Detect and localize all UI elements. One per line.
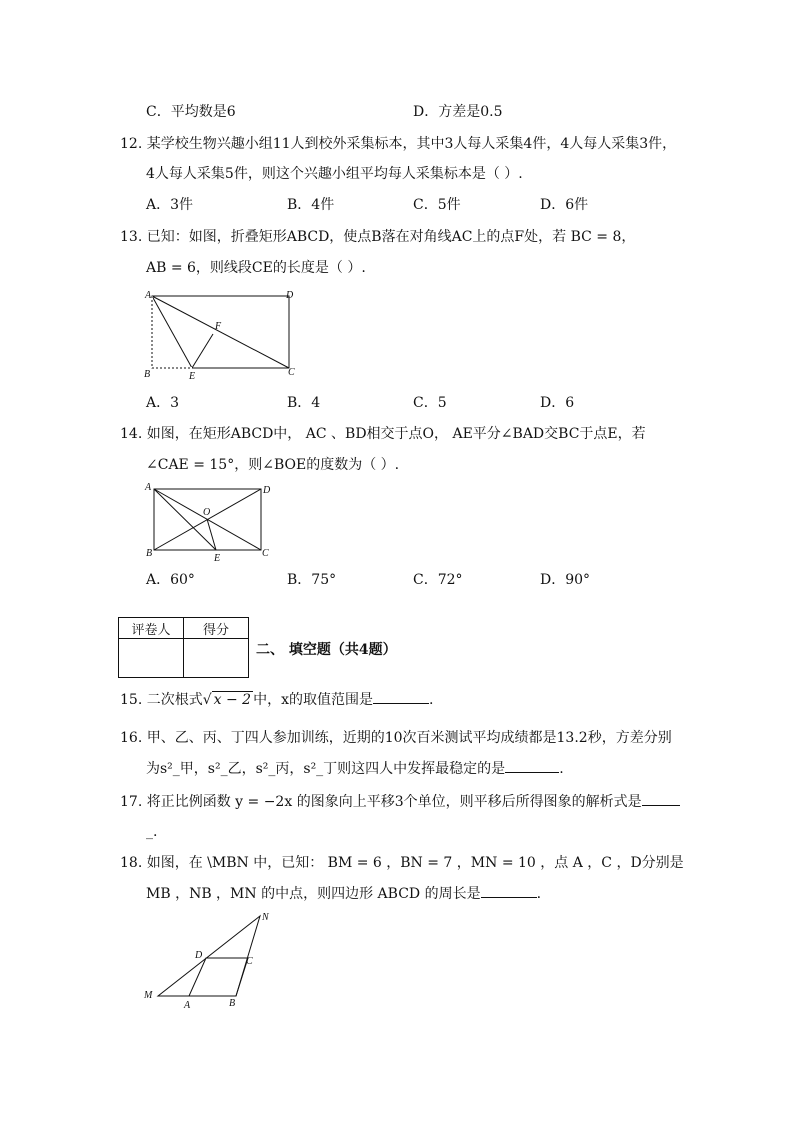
q13-label-b: B	[144, 369, 151, 380]
q12-option-a: A．3件	[146, 197, 194, 213]
q15-end: .	[428, 692, 434, 708]
q13-option-d: D．6	[540, 395, 575, 411]
section2-title: 二、 填空题（共4题）	[256, 642, 397, 658]
q17-line1-text: 17. 将正比例函数 y = −2x 的图象向上平移3个单位，则平移后所得图象的解析式是	[120, 794, 642, 810]
q14-label-c: C	[262, 548, 269, 559]
q18-label-c: C	[246, 956, 253, 967]
q18-line2-text: MB ，NB ，MN 的中点，则四边形 ABCD 的周长是	[146, 886, 481, 902]
q18-figure	[140, 908, 280, 1013]
score-table-grader-header: 评卷人	[119, 618, 184, 639]
q18-label-n: N	[262, 912, 269, 923]
q13-figure	[140, 285, 310, 385]
q13-label-d: D	[286, 290, 294, 301]
q11-option-d: D．方差是0.5	[413, 104, 503, 120]
q18-stem-line1: 18. 如图，在 \MBN 中，已知： BM = 6 ，BN = 7 ，MN = 10 ，点 A ，C ，D分别是	[120, 855, 684, 871]
q12-option-b: B．4件	[287, 197, 335, 213]
q18-answer-blank[interactable]	[481, 897, 537, 898]
q15-answer-blank[interactable]	[373, 703, 429, 704]
q16-end: .	[559, 761, 564, 777]
q13-stem-line1: 13. 已知：如图，折叠矩形ABCD，使点B落在对角线AC上的点F处，若 BC = 8，	[120, 229, 636, 245]
q14-label-e: E	[214, 553, 221, 564]
q12-option-c: C．5件	[413, 197, 461, 213]
q13-label-a: A	[145, 290, 152, 301]
q18-quad-abcd	[189, 958, 248, 996]
q18-stem-line2	[146, 884, 541, 904]
score-table	[118, 617, 249, 678]
q14-label-o: O	[203, 507, 211, 518]
q14-option-c: C．72°	[413, 572, 463, 588]
q17-stem-line2: _.	[146, 824, 158, 840]
q15-radical-sign: √	[202, 692, 212, 708]
q15-prefix: 15. 二次根式	[120, 692, 203, 708]
q13-label-e: E	[189, 371, 196, 382]
q14-option-b: B．75°	[287, 572, 337, 588]
q14-option-a: A．60°	[146, 572, 195, 588]
q14-figure	[140, 480, 280, 565]
q18-label-b: B	[229, 998, 236, 1009]
q13-label-f: F	[215, 321, 222, 332]
q13-option-b: B．4	[287, 395, 321, 411]
q15-radicand: x − 2	[213, 692, 252, 708]
score-table-score-header: 得分	[184, 618, 249, 639]
q13-option-c: C．5	[413, 395, 447, 411]
q16-line2-text: 为s²_甲，s²_乙，s²_丙，s²_丁则这四人中发挥最稳定的是	[146, 761, 506, 777]
q18-triangle-mbn	[158, 916, 260, 996]
score-table-score-cell[interactable]	[184, 639, 249, 678]
q17-answer-blank[interactable]	[642, 805, 680, 806]
q13-label-c: C	[288, 367, 295, 378]
q12-stem-line1: 12. 某学校生物兴趣小组11人到校外采集标本，其中3人每人采集4件，4人每人采集3件，	[120, 136, 677, 152]
q14-stem-line2: ∠CAE = 15°，则∠BOE的度数为（ ）.	[146, 457, 400, 473]
q13-segment-ef	[192, 334, 213, 368]
q13-stem-line2: AB = 6，则线段CE的长度是（ ）.	[146, 260, 366, 276]
q14-label-b: B	[146, 548, 153, 559]
q14-label-a: A	[145, 482, 152, 493]
q18-label-m: M	[144, 990, 153, 1001]
q12-option-d: D．6件	[540, 197, 589, 213]
q12-stem-line2: 4人每人采集5件，则这个兴趣小组平均每人采集标本是（ ）.	[146, 166, 523, 182]
q18-end: .	[536, 886, 542, 902]
q18-label-a: A	[184, 1000, 191, 1011]
q14-label-d: D	[263, 485, 271, 496]
score-table-grader-cell[interactable]	[119, 639, 184, 678]
q15-suffix: 中，x的取值范围是	[253, 692, 373, 708]
q14-option-d: D．90°	[540, 572, 591, 588]
q16-stem-line2	[146, 759, 564, 779]
q11-option-c: C．平均数是6	[146, 104, 236, 120]
q13-option-a: A．3	[146, 395, 180, 411]
q16-stem-line1: 16. 甲、乙、丙、丁四人参加训练，近期的10次百米测试平均成绩都是13.2秒，方差分别	[120, 730, 672, 746]
q14-stem-line1: 14. 如图，在矩形ABCD中， AC 、BD相交于点O， AE平分∠BAD交BC于点E，若	[120, 426, 646, 442]
q18-label-d: D	[195, 950, 203, 961]
q17-stem-line1	[120, 792, 680, 812]
q16-answer-blank[interactable]	[505, 772, 559, 773]
q15-stem	[120, 690, 433, 710]
